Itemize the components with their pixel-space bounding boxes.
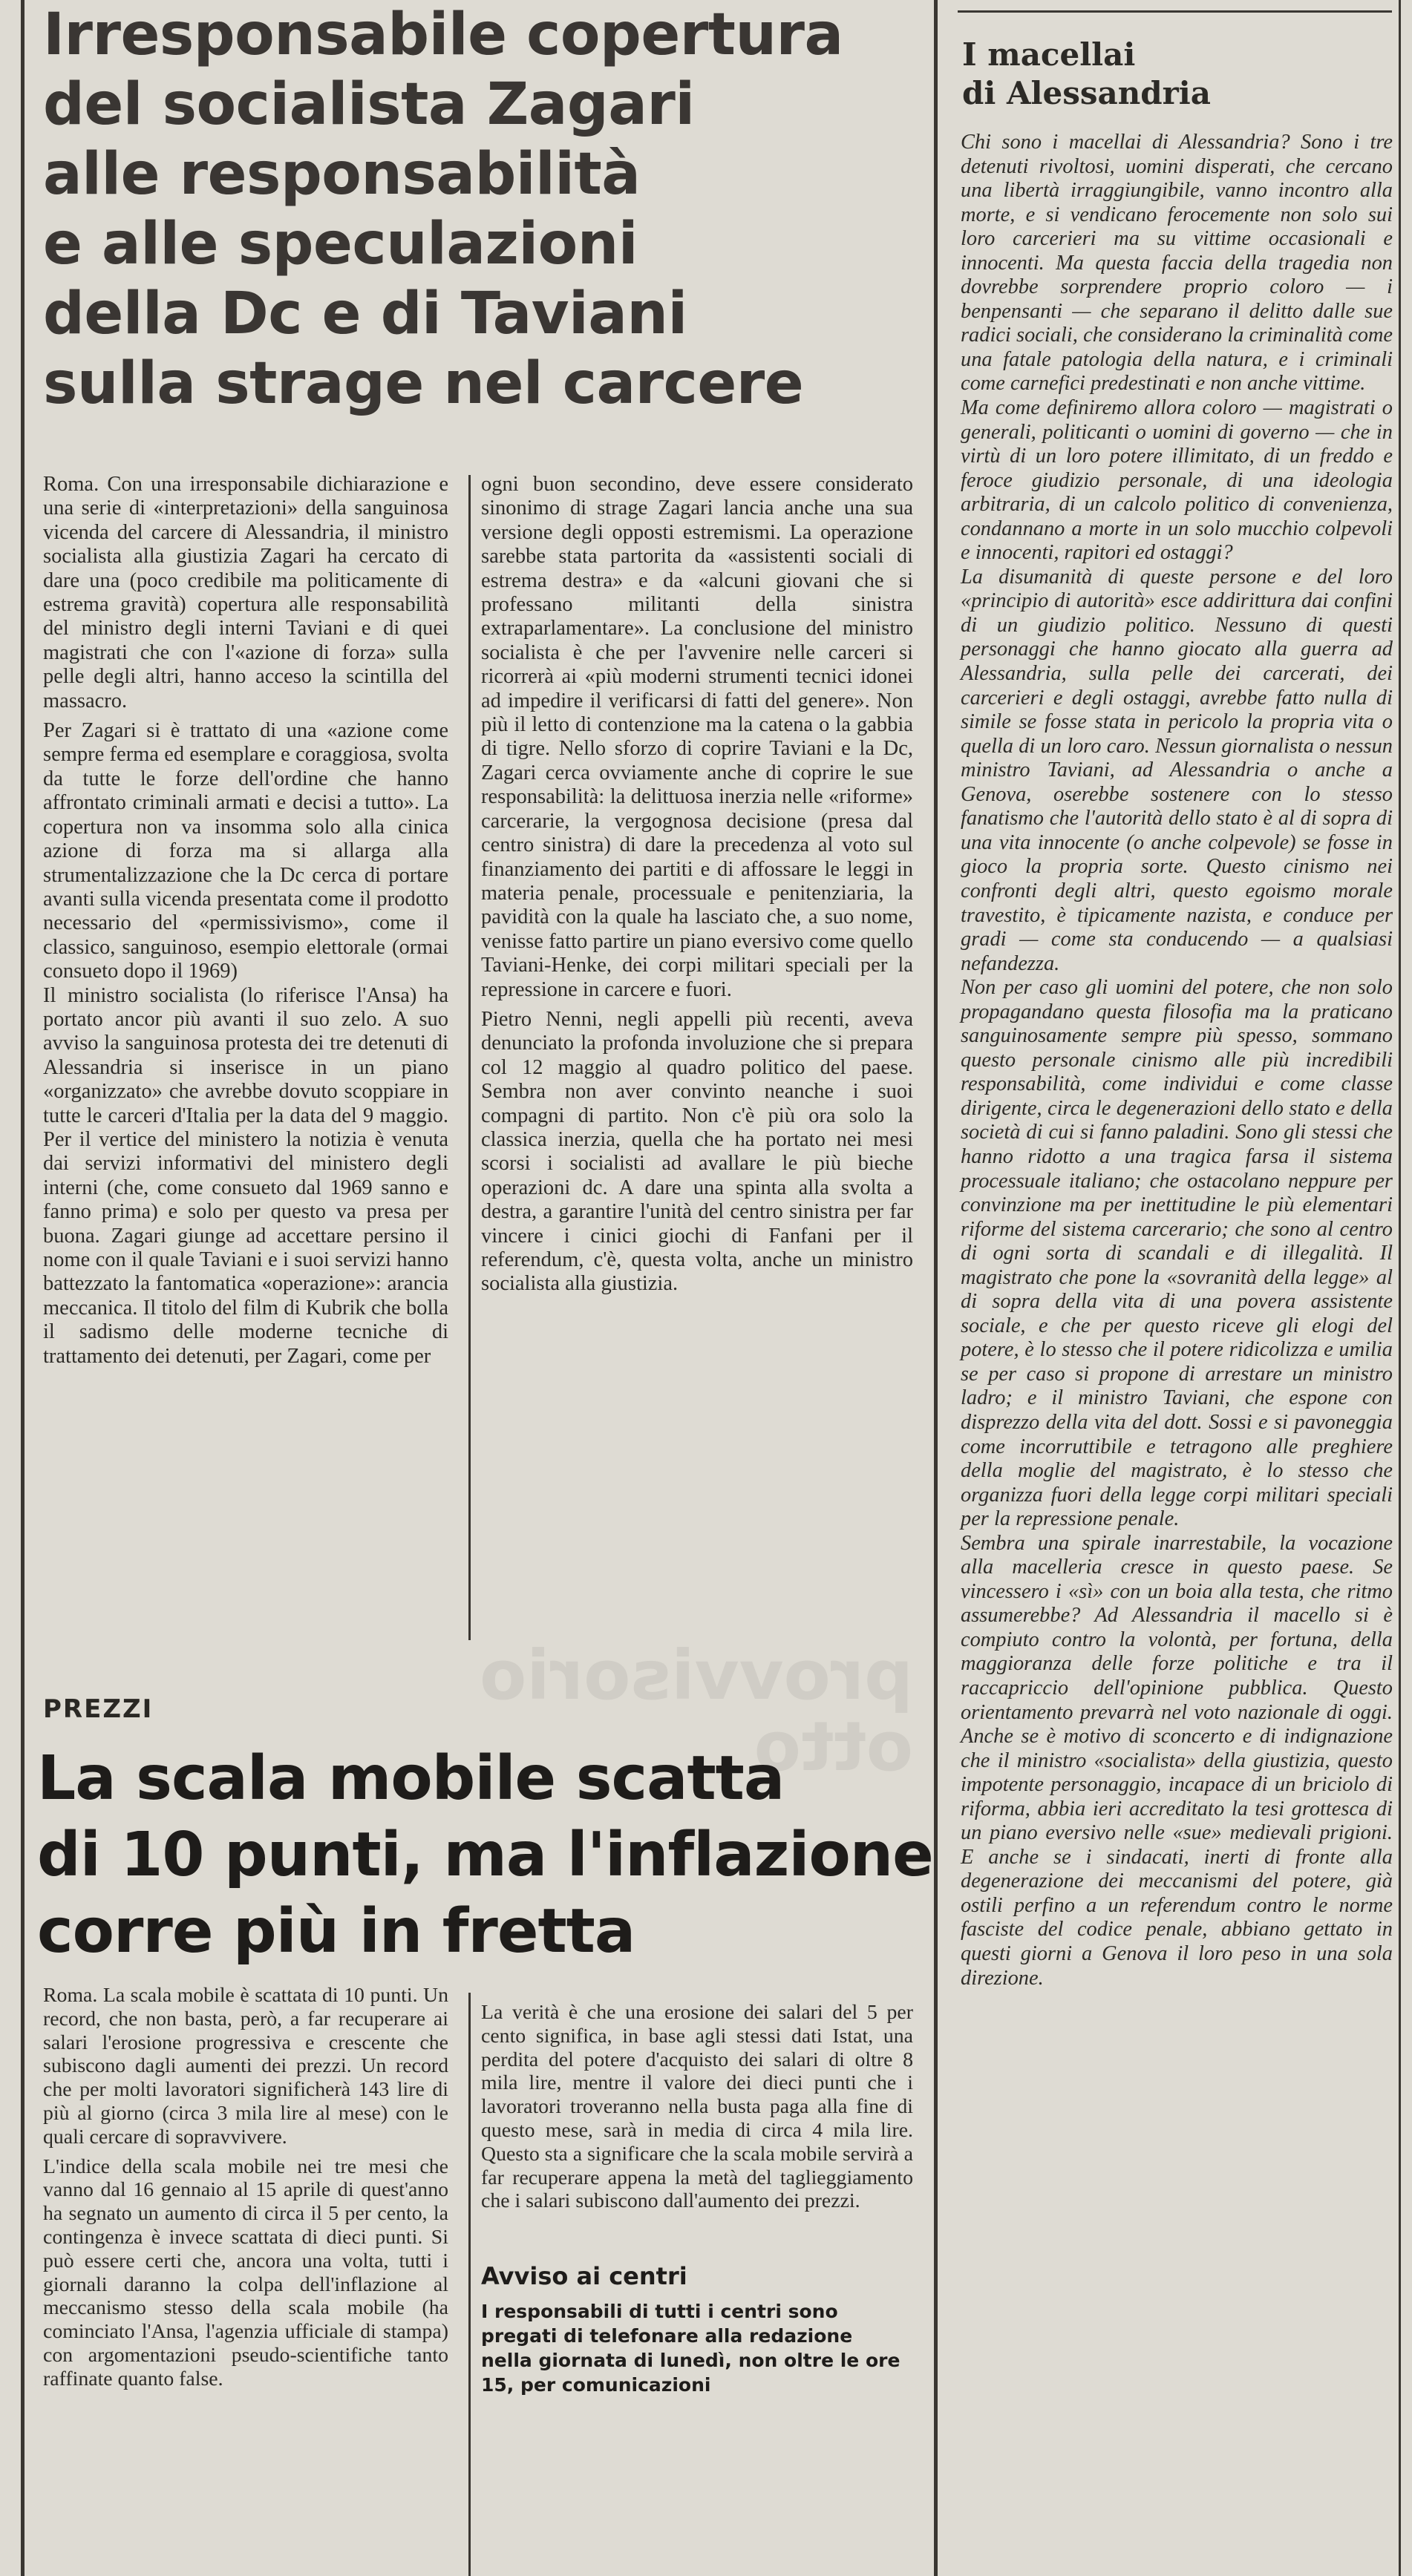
sidebar-title: I macellai di Alessandria <box>962 36 1211 111</box>
article1-paragraph: Roma. Con una irresponsabile dichiarazione e una serie di «interpretazioni» della sanguinosa vicenda del carcere di Alessandria, il ministro socialista alla giustizia Zagari ha cercato di dare una (poco credibile ma politicamente di estrema gravità) copertura alle responsabilità del ministro degli interni Taviani e di quei magistrati che con l'«azione di forza» sulla pelle degli altri, hanno acceso la scintilla del massacro. <box>43 473 448 712</box>
article1-headline: Irresponsabile copertura del socialista Zagari alle responsabilità e alle speculazioni della Dc e di Taviani sulla strage nel carcere <box>43 1 843 417</box>
sidebar-paragraph: Chi sono i macellai di Alessandria? Sono i tre detenuti rivoltosi, uomini disperati, che cercano una libertà irraggiungibile, vanno incontro alla morte, e si vendicano ferocemente non solo sui loro carcerieri ma su vittime occasionali e innocenti. Ma questa faccia della tragedia non dovrebbe sorprendere proprio coloro — i benpensanti — che separano il delitto dalle sue radici sociali, che considerano la criminalità come una fatale patologia della natura, e i criminali come carnefici predestinati e non anche vittime. <box>961 131 1393 396</box>
bleed-through-text: provvisorio otto <box>480 1636 913 1786</box>
sidebar-paragraph: La disumanità di queste persone e del loro «principio di autorità» esce addirittura dai confini di un giudizio politico. Nessuno di questi personaggi che hanno giocato alla guerra ad Alessandria, sulla pelle dei carcerati, dei carcerieri e degli ostaggi, avrebbe fatto nulla di simile se fosse stata in pericolo la propria vita o quella di un loro caro. Nessun giornalista o nessun ministro Taviani, ad Alessandria o anche a Genova, oserebbe sostenere con lo stesso fanatismo che l'autorità dello stato è al di sopra di una vita innocente (o anche colpevole) se fosse in gioco la propria sorte. Questo cinismo nei confronti degli altri, questo egoismo morale travestito, è tipicamente nazista, e conduce per gradi — come sta conducendo — a qualsiasi nefandezza. <box>961 565 1393 975</box>
sidebar-body <box>961 131 1393 1990</box>
article1-column-1 <box>43 473 448 1369</box>
left-edge-rule <box>21 0 24 2576</box>
article1-column-2 <box>481 473 913 1297</box>
sidebar-top-rule <box>958 10 1392 13</box>
article2-headline: La scala mobile scatta di 10 punti, ma l'inflazione corre più in fretta <box>37 1743 933 1967</box>
article1-column-rule <box>468 475 471 1640</box>
article2-column-2 <box>481 2001 913 2213</box>
article2-paragraph: La verità è che una erosione dei salari del 5 per cento significa, in base agli stessi dati Istat, una perdita del potere d'acquisto dei salari di oltre 8 mila lire, mentre il valore dei dieci punti che i lavoratori troveranno nella busta paga alla fine di questo mese, sarà in media di circa 4 mila lire. Questo sta a significare che la scala mobile servirà a far recuperare appena la metà del taglieggiamento che i salari subiscono dall'aumento dei prezzi. <box>481 2001 913 2213</box>
sidebar-paragraph: Sembra una spirale inarrestabile, la vocazione alla macelleria cresce in questo paese. Se vincessero i «sì» con un boia alla testa, che ritmo assumerebbe? Ad Alessandria il macello si è compiuto contro la volontà, per fortuna, della maggioranza delle forze politiche e tra il raccapriccio dell'opinione pubblica. Questo orientamento prevarrà nel voto nazionale di oggi. Anche se è motivo di sconcerto e di indignazione che il ministro «socialista» della giustizia, questo impotente personaggio, incapace di un briciolo di riforma, abbia ieri accreditato la tesi grottesca di un piano eversivo nelle «sue» medievali prigioni. E anche se i sindacati, inerti di fronte alla degenerazione dei meccanismi del potere, già ostili perfino a un referendum contro le norme fasciste del codice penale, abbiano gettato in questi giorni a Genova il loro peso in una sola direzione. <box>961 1531 1393 1990</box>
sidebar-right-rule <box>1399 0 1401 2576</box>
article2-paragraph: L'indice della scala mobile nei tre mesi che vanno dal 16 gennaio al 15 aprile di quest'anno ha segnato un aumento di circa il 5 per cento, la contingenza è invece scattata di dieci punti. Si può essere certi che, ancora una volta, tutti i giornali daranno la colpa dell'inflazione al meccanismo stesso della scala mobile (ha cominciato l'Ansa, l'agenzia ufficiale di stampa) con argomentazioni pseudo-scientifiche tanto raffinate quanto false. <box>43 2154 448 2390</box>
article2-column-rule <box>468 1993 471 2238</box>
article2-kicker: PREZZI <box>43 1694 154 1724</box>
article1-paragraph: Pietro Nenni, negli appelli più recenti, aveva denunciato la profonda involuzione che si prepara col 12 maggio al quadro politico del paese. Sembra non aver convinto neanche i suoi compagni di partito. Non c'è più ora solo la classica inerzia, quella che ha portato nei mesi scorsi i socialisti ad avallare le più bieche operazioni dc. A dare una spinta alla svolta a destra, a garantire l'unità del centro sinistra per far vincere i cinici giochi di Fanfani per il referendum, c'è, questa volta, anche un ministro socialista alla giustizia. <box>481 1007 913 1296</box>
article2-paragraph: Roma. La scala mobile è scattata di 10 punti. Un record, che non basta, però, a far recuperare ai salari l'erosione progressiva e crescente che subiscono dagli aumenti dei prezzi. Un record che per molti lavoratori significherà 143 lire di più al giorno (circa 3 mila lire al mese) con le quali cercare di sopravvivere. <box>43 1984 448 2149</box>
sidebar-paragraph: Ma come definiremo allora coloro — magistrati o generali, politicanti o uomini di governo — che in virtù di un loro potere illimitato, di un freddo e feroce giudizio personale, di una ideologia arbitraria, di un calcolo politico di convenienza, condannano a morte in un solo mucchio colpevoli e innocenti, rapitori ed ostaggi? <box>961 396 1393 565</box>
notice-title: Avviso ai centri <box>481 2262 687 2290</box>
article1-paragraph: Per Zagari si è trattato di una «azione come sempre ferma ed esemplare e coraggiosa, svolta da tutte le forze dell'ordine che hanno affrontato criminali armati e decisi a tutto». La copertura non va insomma solo alla cinica azione di forza ma si allarga alla strumentalizzazione che la Dc cerca di portare avanti sulla vicenda presentata come il prodotto necessario del «permissivismo», come il classico, sanguinoso, esempio elettorale (ormai consueto dopo il 1969) <box>43 719 448 983</box>
sidebar-paragraph: Non per caso gli uomini del potere, che non solo propagandano questa filosofia ma la praticano sanguinosamente sempre più spesso, sommano questo personale cinismo alle più incredibili responsabilità, come individui e come classe dirigente, circa le degenerazioni dello stato e della società di cui si fanno paladini. Sono gli stessi che hanno ridotto a una tragica farsa il sistema processuale italiano; che ostacolano neppure per convinzione ma per inettitudine le più elementari riforme del sistema carcerario; che sono al centro di ogni sorta di scandali e di illegalità. Il magistrato che pone la «sovranità della legge» al di sopra della vita di una povera assistente sociale, e che per questo riceve gli elogi del potere, è lo stesso che il potere ridicolizza e umilia se per caso si propone di arrestare un ministro ladro; e il ministro Taviani, che espone con disprezzo della vita del dott. Sossi e si pavoneggia come incorruttibile e tetragono alle preghiere della moglie del magistrato, è lo stesso che organizza fuori della legge corpi militari speciali per la repressione penale. <box>961 976 1393 1531</box>
article1-paragraph: ogni buon secondino, deve essere considerato sinonimo di strage Zagari lancia anche una sua versione degli opposti estremismi. La operazione sarebbe stata partorita da «assistenti sociali di estrema destra» e da «alcuni giovani che si professano militanti della sinistra extraparlamentare». La conclusione del ministro socialista è che per l'avvenire nelle carceri si ricorrerà ai «più moderni strumenti tecnici idonei ad impedire il verificarsi di fatti del genere». Non più il letto di contenzione ma la catena o la gabbia di tigre. Nello sforzo di coprire Taviani e la Dc, Zagari cerca ovviamente anche di coprire le sue responsabilità: la delittuosa inerzia nelle «riforme» carcerarie, la vergognosa decisione (presa dal centro sinistra) di dare la precedenza al voto sul finanziamento dei partiti e di affossare le leggi in materia penale, processuale e penitenziaria, la pavidità con la quale ha lasciato che, a suo nome, venisse fatto partire un piano eversivo come quello Taviani-Henke, dei corpi militari speciali per la repressione in carcere e fuori. <box>481 473 913 1001</box>
article2-column-1 <box>43 1984 448 2391</box>
article1-paragraph: Il ministro socialista (lo riferisce l'Ansa) ha portato ancor più avanti il suo zelo. A suo avviso la sanguinosa protesta dei tre detenuti di Alessandria si inserisce in un piano «organizzato» che avrebbe dovuto scoppiare in tutte le carceri d'Italia per la data del 9 maggio. Per il vertice del ministero la notizia è venuta dai servizi informativi del ministero degli interni (che, come consueto dal 1969 sanno e fanno prima) e solo per questo va presa per buona. Zagari giunge ad accettare persino il nome con il quale Taviani e i suoi servizi hanno battezzato la fantomatica «operazione»: arancia meccanica. Il titolo del film di Kubrik che bolla il sadismo delle moderne tecniche di trattamento dei detenuti, per Zagari, come per <box>43 983 448 1368</box>
notice-frame-rule <box>468 2238 471 2576</box>
main-sidebar-rule <box>934 0 938 2576</box>
notice-text: I responsabili di tutti i centri sono pregati di telefonare alla redazione nella giornata di lunedì, non oltre le ore 15, per comunicazioni <box>481 2301 901 2396</box>
